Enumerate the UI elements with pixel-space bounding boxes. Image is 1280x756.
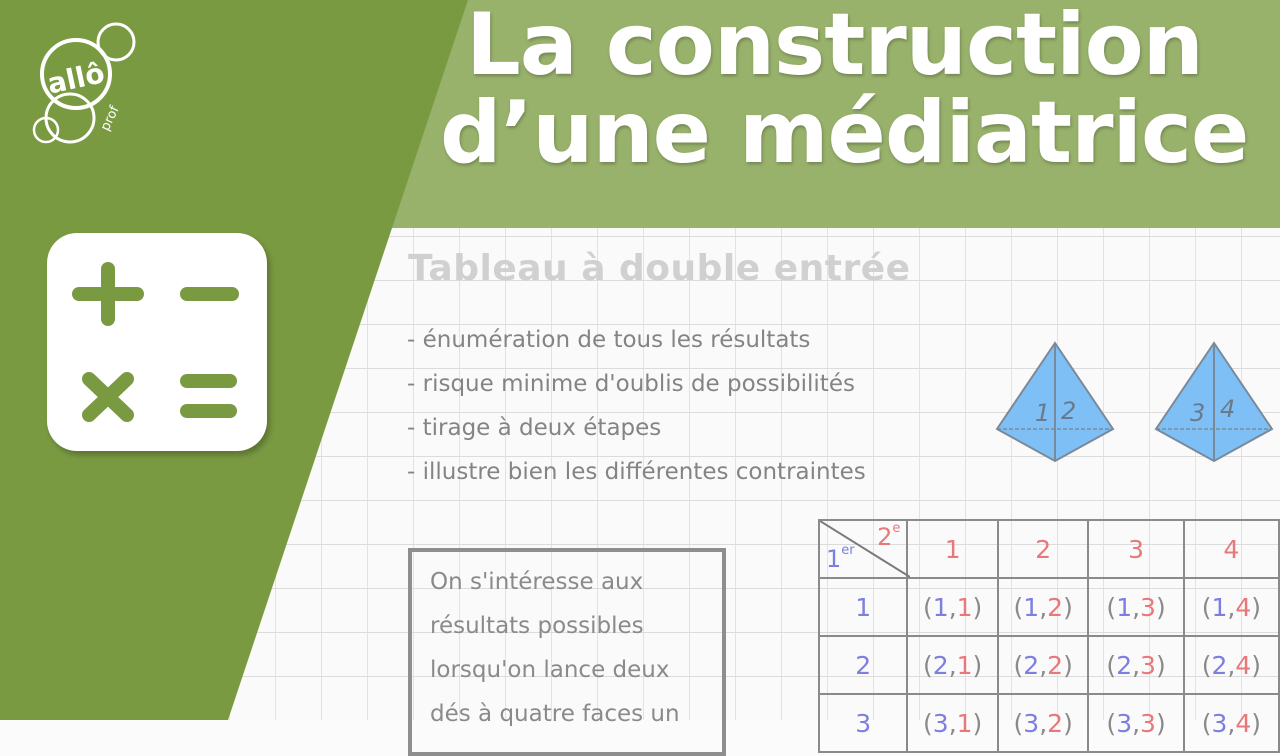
feature-item: - illustre bien les différentes contraintes xyxy=(407,459,866,485)
table-cell: (2,2) xyxy=(998,636,1089,694)
table-cell: (3,3) xyxy=(1088,694,1183,752)
four-sided-die-icon xyxy=(995,341,1115,463)
info-line: On s'intéresse aux xyxy=(430,569,644,595)
math-operations-icon xyxy=(47,233,267,451)
title-line-2: d’une médiatrice xyxy=(440,83,1249,183)
table-cell: (1,1) xyxy=(907,578,998,636)
title-line-1: La construction xyxy=(466,0,1203,95)
table-cell: (2,1) xyxy=(907,636,998,694)
table-cell: (1,4) xyxy=(1184,578,1279,636)
table-header-row xyxy=(819,520,1279,578)
table-cell: (2,3) xyxy=(1088,636,1183,694)
column-header: 1 xyxy=(907,520,998,578)
info-line: dés à quatre faces un xyxy=(430,701,680,727)
info-line: résultats possibles xyxy=(430,613,644,639)
row-header: 1 xyxy=(819,578,907,636)
feature-list xyxy=(407,318,866,494)
table-cell: (2,4) xyxy=(1184,636,1279,694)
table-row xyxy=(819,578,1279,636)
row-header: 3 xyxy=(819,694,907,752)
second-die-label: 2 xyxy=(877,523,893,551)
feature-item: - risque minime d'oublis de possibilités xyxy=(407,371,855,397)
allo-prof-logo-icon xyxy=(28,22,138,152)
row-header: 2 xyxy=(819,636,907,694)
feature-item: - énumération de tous les résultats xyxy=(407,327,811,353)
column-header: 4 xyxy=(1184,520,1279,578)
die-face-label: 3 xyxy=(1190,399,1206,427)
outcomes-table xyxy=(818,519,1280,753)
four-sided-die-icon xyxy=(1154,341,1274,463)
column-header: 2 xyxy=(998,520,1089,578)
info-box xyxy=(408,548,726,756)
table-row xyxy=(819,694,1279,752)
die-face-label: 1 xyxy=(1035,399,1051,427)
table-row xyxy=(819,636,1279,694)
table-cell: (3,4) xyxy=(1184,694,1279,752)
table-cell: (3,2) xyxy=(998,694,1089,752)
first-die-label: 1 xyxy=(826,545,842,573)
sheet-heading: Tableau à double entrée xyxy=(408,248,911,289)
logo-text: allô xyxy=(44,56,108,101)
video-title xyxy=(440,0,1280,183)
table-cell: (1,3) xyxy=(1088,578,1183,636)
column-header: 3 xyxy=(1088,520,1183,578)
feature-item: - tirage à deux étapes xyxy=(407,415,662,441)
die-face-label: 4 xyxy=(1220,395,1236,423)
table-corner-cell: 2e 1er xyxy=(819,520,907,578)
info-line: lorsqu'on lance deux xyxy=(430,657,670,683)
table-cell: (1,2) xyxy=(998,578,1089,636)
table-cell: (3,1) xyxy=(907,694,998,752)
die-face-label: 2 xyxy=(1061,397,1077,425)
logo-subtext: prof xyxy=(98,103,123,134)
